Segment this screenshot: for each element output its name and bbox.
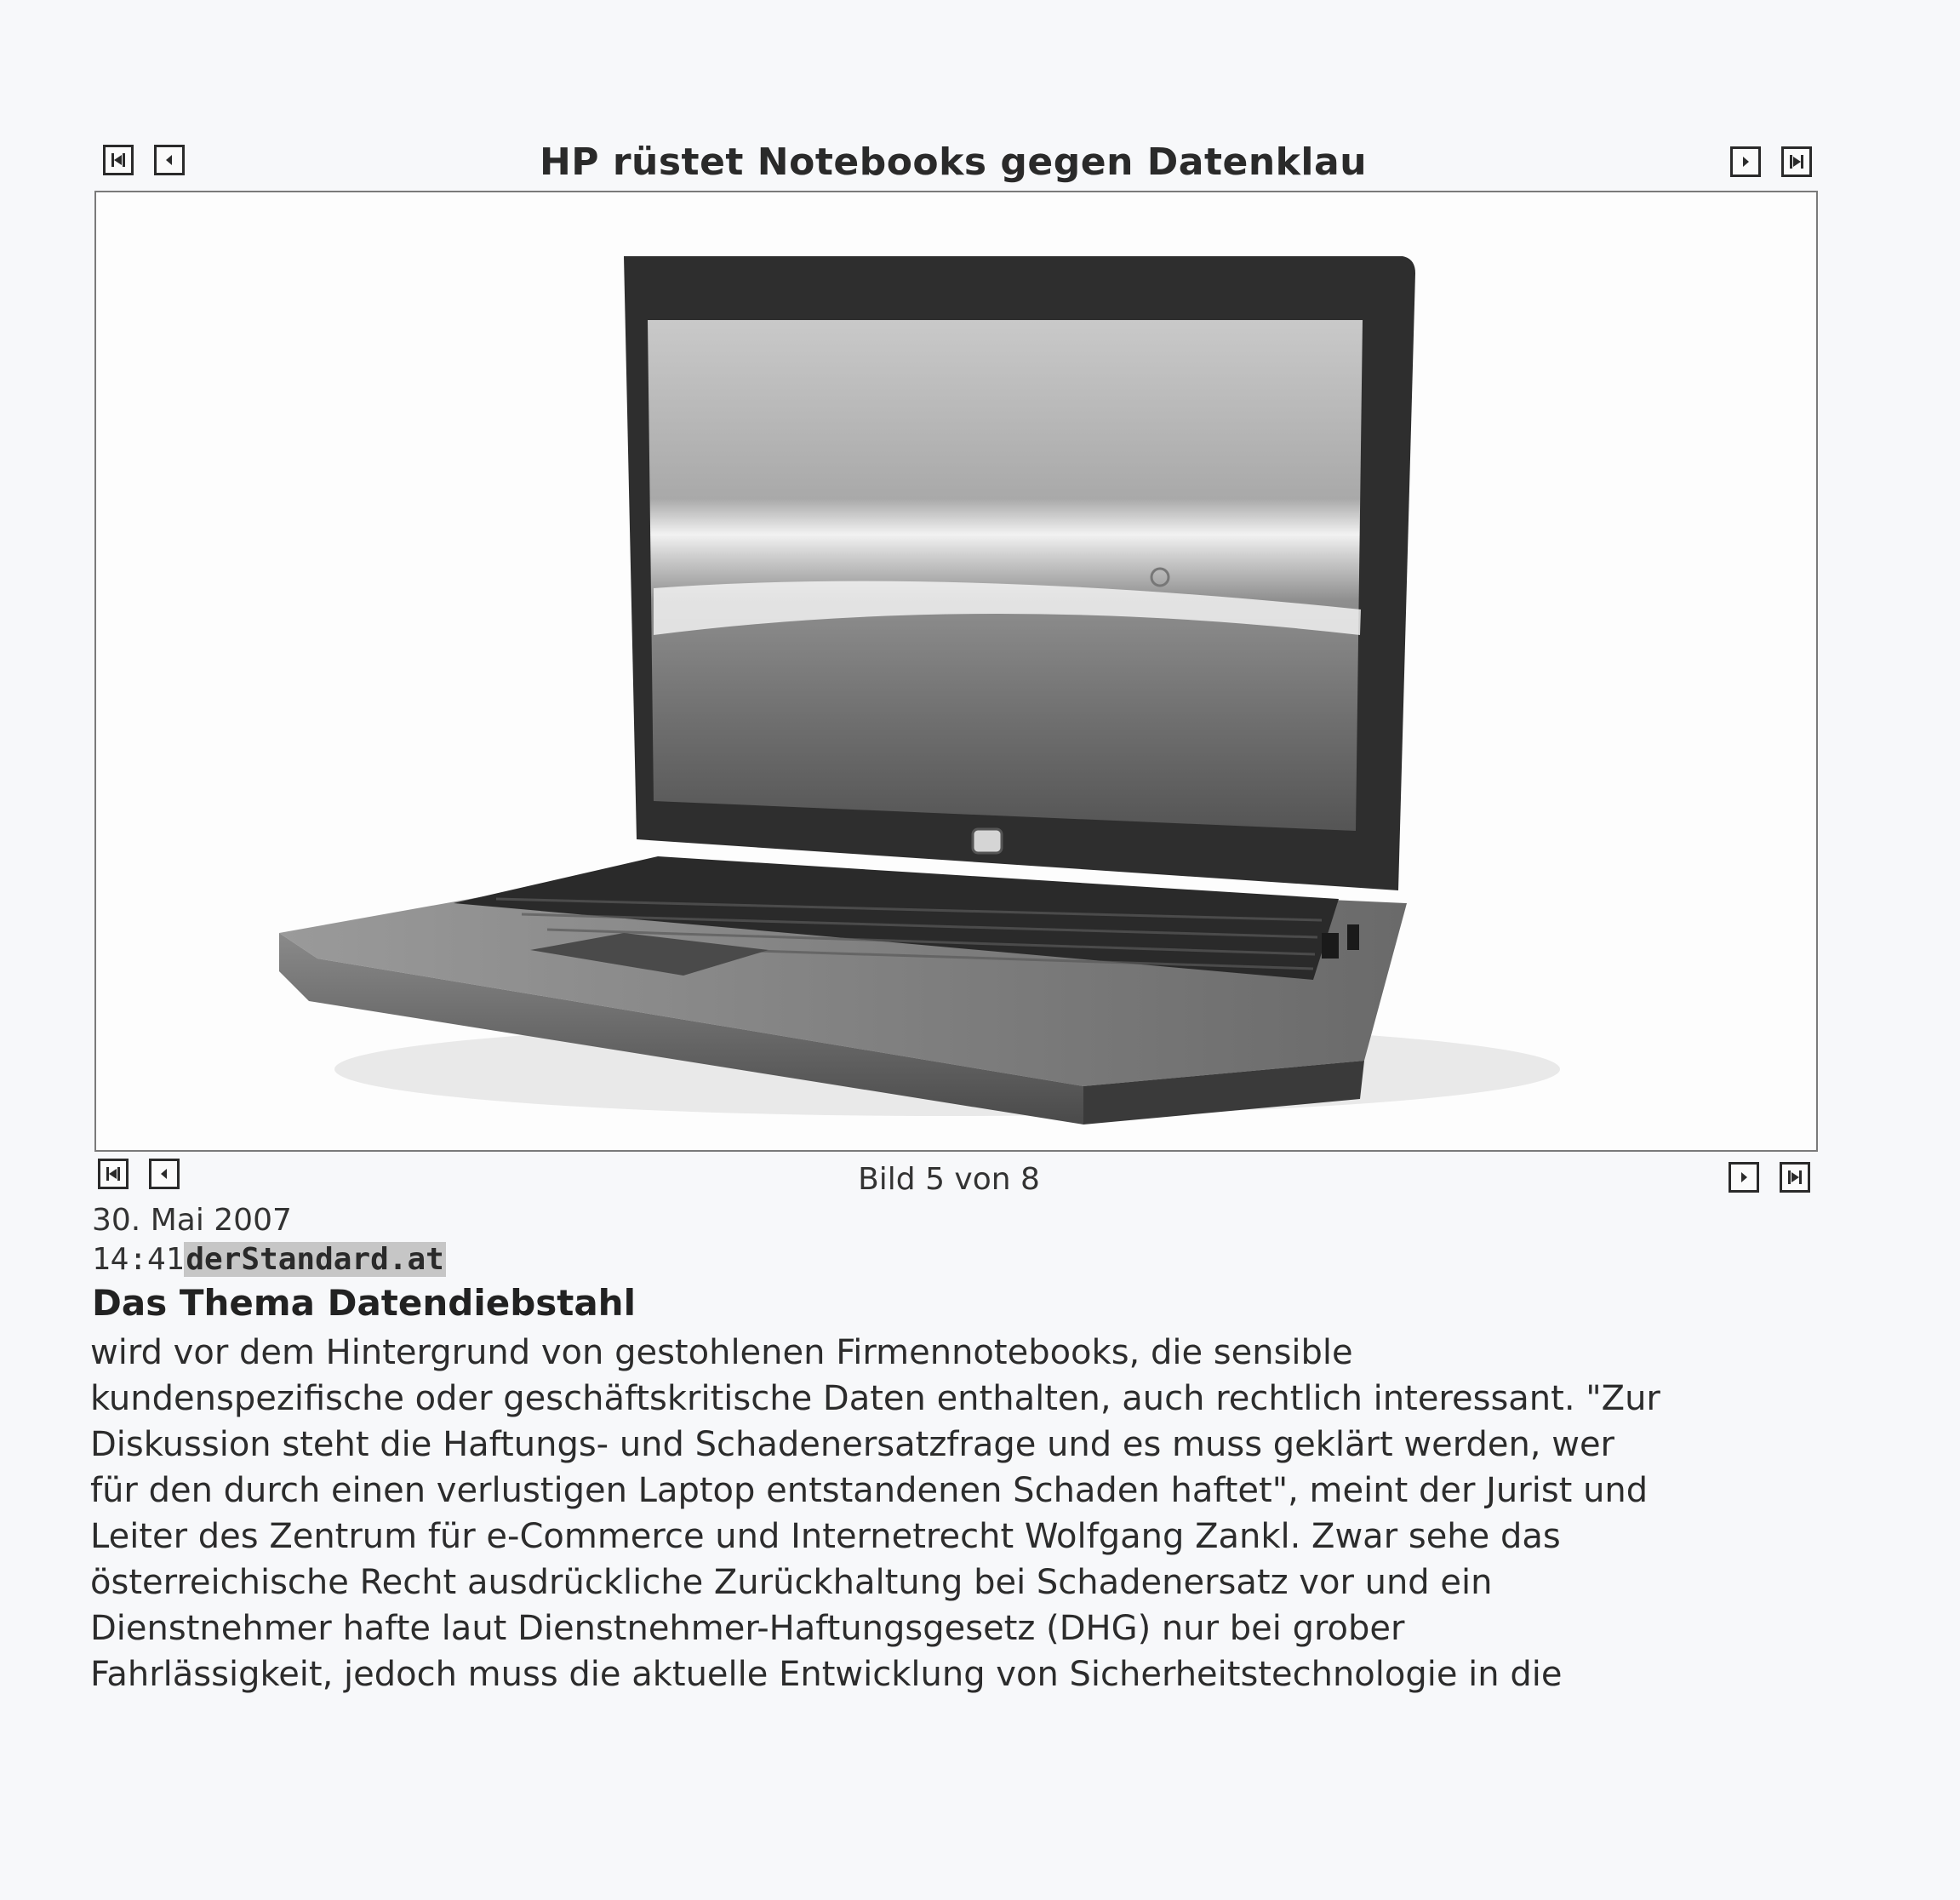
article-body-line: wird vor dem Hintergrund von gestohlenen Firmennotebooks, die sensible xyxy=(90,1333,1353,1372)
next-image-button-bottom[interactable] xyxy=(1729,1162,1759,1193)
gallery-image-frame xyxy=(94,191,1818,1152)
previous-image-button-bottom[interactable] xyxy=(149,1159,180,1189)
first-icon xyxy=(103,1164,123,1184)
first-image-button-bottom[interactable] xyxy=(98,1159,129,1189)
first-icon xyxy=(108,150,129,170)
gallery-title: HP rüstet Notebooks gegen Datenklau xyxy=(539,140,1368,184)
next-icon xyxy=(1734,1167,1754,1188)
article-timestamp xyxy=(92,1240,446,1279)
article-heading: Das Thema Datendiebstahl xyxy=(92,1282,636,1324)
last-icon xyxy=(1786,152,1807,172)
article-body-line: Dienstnehmer hafte laut Dienstnehmer-Haftungsgesetz (DHG) nur bei grober xyxy=(90,1609,1405,1648)
previous-icon xyxy=(154,1164,174,1184)
previous-icon xyxy=(159,150,180,170)
last-image-button-bottom[interactable] xyxy=(1780,1162,1810,1193)
article-body-line: österreichische Recht ausdrückliche Zurückhaltung bei Schadenersatz vor und ein xyxy=(90,1563,1493,1602)
next-icon xyxy=(1735,152,1756,172)
article-body-line: für den durch einen verlustigen Laptop entstandenen Schaden haftet", meint der Jurist und xyxy=(90,1471,1649,1510)
article-date: 30. Mai 2007 xyxy=(92,1203,292,1238)
previous-image-button-top[interactable] xyxy=(154,145,185,175)
laptop-image xyxy=(96,192,1816,1150)
article-body xyxy=(90,1330,1929,1697)
article-body-line: kundenspezifische oder geschäftskritische Daten enthalten, auch rechtlich interessant. "Zur xyxy=(90,1379,1660,1418)
source-link[interactable]: derStandard.at xyxy=(186,1242,444,1277)
image-counter: Bild 5 von 8 xyxy=(858,1162,1040,1197)
article-body-line: Diskussion steht die Haftungs- und Schadenersatzfrage und es muss geklärt werden, wer xyxy=(90,1425,1614,1464)
article-time: 14:41 xyxy=(92,1242,185,1277)
first-image-button-top[interactable] xyxy=(103,145,134,175)
last-icon xyxy=(1785,1167,1805,1188)
next-image-button-top[interactable] xyxy=(1730,146,1761,177)
last-image-button-top[interactable] xyxy=(1781,146,1812,177)
article-body-line: Fahrlässigkeit, jedoch muss die aktuelle Entwicklung von Sicherheitstechnologie in die xyxy=(90,1655,1563,1694)
article-body-line: Leiter des Zentrum für e-Commerce und Internetrecht Wolfgang Zankl. Zwar sehe das xyxy=(90,1517,1561,1556)
